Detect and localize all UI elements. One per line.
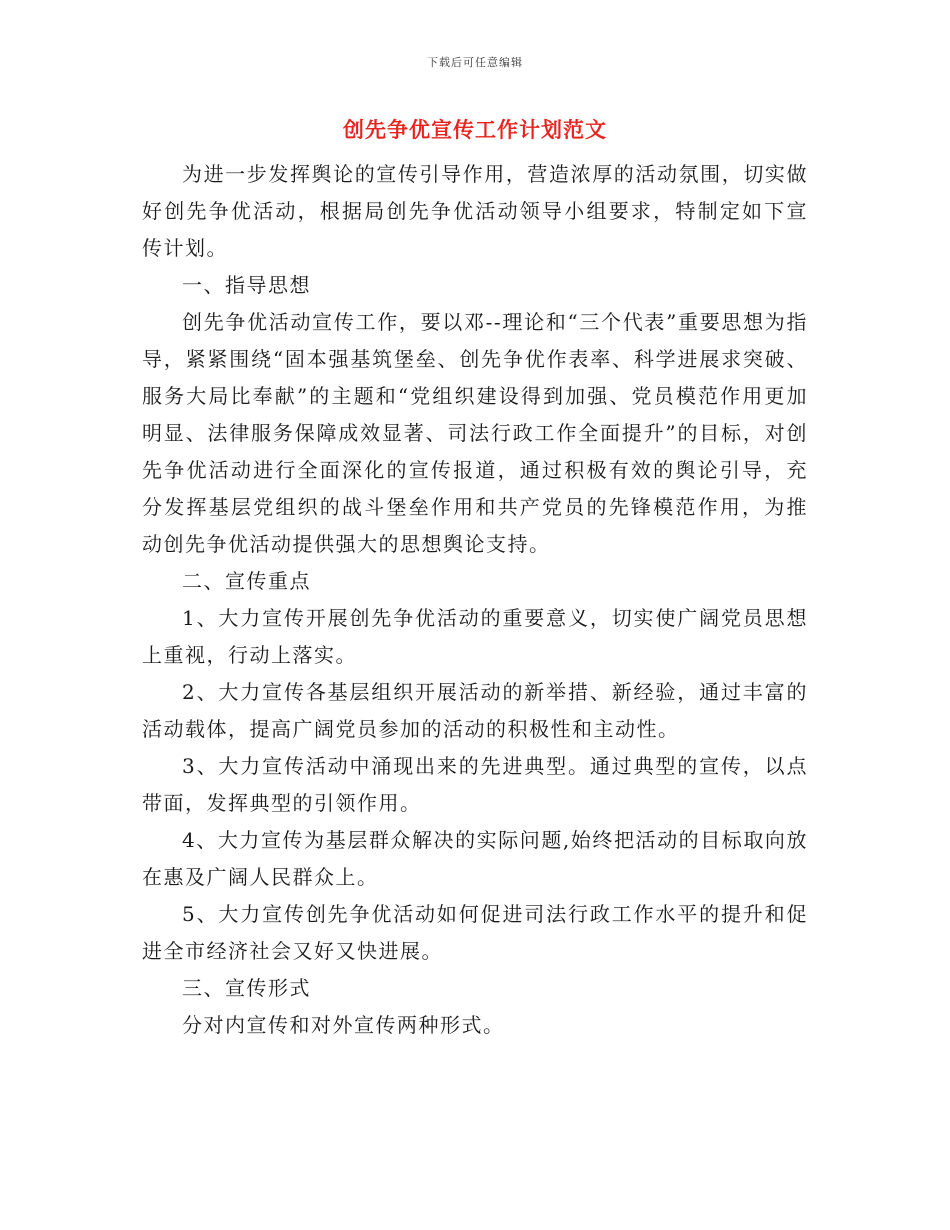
focus-item-5: 5、大力宣传创先争优活动如何促进司法行政工作水平的提升和促进全市经济社会又好又快进展。 <box>142 902 808 963</box>
focus-item-4: 4、大力宣传为基层群众解决的实际问题,始终把活动的目标取向放在惠及广阔人民群众上。 <box>142 828 808 889</box>
document-title: 创先争优宣传工作计划范文 <box>343 117 607 142</box>
document-body <box>142 156 808 1044</box>
focus-item-3: 3、大力宣传活动中涌现出来的先进典型。通过典型的宣传，以点带面，发挥典型的引领作用。 <box>142 754 808 815</box>
section-heading-publicity-focus: 二、宣传重点 <box>182 569 311 593</box>
focus-item-2: 2、大力宣传各基层组织开展活动的新举措、新经验，通过丰富的活动载体，提高广阔党员参加的活动的积极性和主动性。 <box>142 680 808 741</box>
publicity-form-paragraph: 分对内宣传和对外宣传两种形式。 <box>182 1013 505 1037</box>
section-heading-guiding-ideology: 一、指导思想 <box>182 273 311 297</box>
focus-item-1: 1、大力宣传开展创先争优活动的重要意义，切实使广阔党员思想上重视，行动上落实。 <box>142 606 808 667</box>
header-note: 下载后可任意编辑 <box>427 56 523 69</box>
intro-paragraph: 为进一步发挥舆论的宣传引导作用，营造浓厚的活动氛围，切实做好创先争优活动，根据局创先争优活动领导小组要求，特制定如下宣传计划。 <box>142 162 808 260</box>
guiding-ideology-paragraph: 创先争优活动宣传工作，要以邓--理论和“三个代表”重要思想为指导，紧紧围绕“固本强基筑堡垒、创先争优作表率、科学进展求突破、服务大局比奉献”的主题和“党组织建设得到加强、党员模范作用更加明显、法律服务保障成效显著、司法行政工作全面提升”的目标，对创先争优活动进行全面深化的宣传报道，通过积极有效的舆论引导，充分发挥基层党组织的战斗堡垒作用和共产党员的先锋模范作用，为推动创先争优活动提供强大的思想舆论支持。 <box>142 310 808 556</box>
section-heading-publicity-form: 三、宣传形式 <box>182 976 311 1000</box>
